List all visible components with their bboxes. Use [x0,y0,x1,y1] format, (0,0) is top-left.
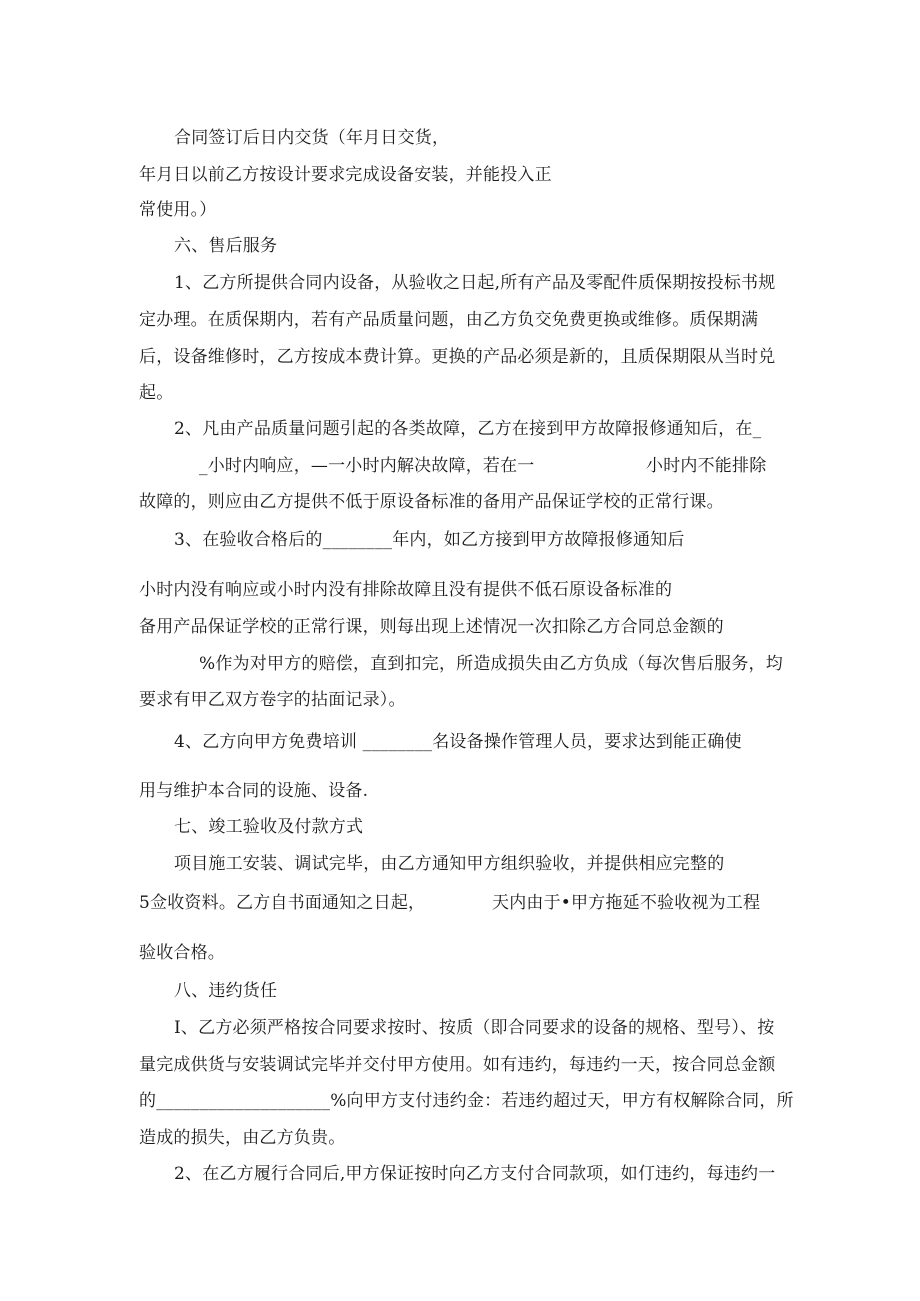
text-line: 造成的损失，由乙方负贵。 [139,1128,346,1148]
text-line: 2、在乙方履行合同后,甲方保证按时向乙方支付合同款项，如仃违约，每违约一 [174,1164,776,1184]
text-line: 小时内不能排除 [646,456,767,476]
text-line: 5佥收资料。乙方自书面通知之日起， [139,893,426,913]
text-line: 小时内没有响应或小时内没有排除故障且没有提供不低石原设备标准的 [139,580,673,600]
text-line: 3、在验收合格后的________年内，如乙方接到甲方故障报修通知后 [174,530,685,550]
text-line: 常使用。） [139,200,217,220]
text-line: 验收合格。 [139,943,225,963]
text-line: 量完成供货与安装调试完毕并交付甲方使用。如有违约，每违约一天，按合同总金额 [139,1055,776,1075]
text-line: 用与维护本合同的设施、设备. [139,781,369,801]
text-line: 项目施工安装、调试完毕，由乙方通知甲方组织验收，并提供相应完整的 [174,854,725,874]
text-line: 备用产品保证学校的正常行课，则每出现上述情况一次扣除乙方合同总金额的 [139,617,724,637]
text-line: 天内由于•甲方拖延不验收视为工程 [492,893,761,913]
text-line: 后，设备维修时，乙方按成本费计算。更换的产品必须是新的，且质保期限从当时兑 [139,347,776,367]
text-line: 的____________________%向甲方支付违约金：若违约超过天，甲方有权解除合同，所 [139,1091,794,1111]
section-heading: 八、违约货任 [174,981,278,1001]
text-line: %作为对甲方的赔偿，直到扣完，所造成损失由乙方负成（每次售后服务，均 [199,654,783,674]
section-heading: 七、竣工验收及付款方式 [174,817,364,837]
text-line: 定办理。在质保期内，若有产品质量问题，由乙方负交免费更换或维修。质保期满 [139,310,759,330]
text-line: 要求有甲乙双方卷字的拈面记录）。 [139,690,406,710]
text-line: 年月日以前乙方按设计要求完成设备安装，并能投入正 [139,165,552,185]
text-line: 起。 [139,383,174,403]
text-line: 1、乙方所提供合同内设备，从验收之日起,所有产品及零配件质保期按投标书规 [174,273,776,293]
text-line: 合同签订后日内交货（年月日交货， [174,128,450,148]
text-line: 2、凡由产品质量问题引起的各类故障，乙方在接到甲方故障报修通知后，在_ [174,419,762,439]
text-line: 故障的，则应由乙方提供不低于原设备标准的备用产品保证学校的正常行课。 [139,492,724,512]
text-line: _小时内响应，—一小时内解决故障，若在一 [199,456,535,476]
section-heading: 六、售后服务 [174,236,278,256]
text-line: 4、乙方向甲方免费培训 ________名设备操作管理人员，要求达到能正确使 [174,732,742,752]
text-line: I、乙方必须严格按合同要求按时、按质（即合同要求的设备的规格、型号）、按 [174,1018,775,1038]
